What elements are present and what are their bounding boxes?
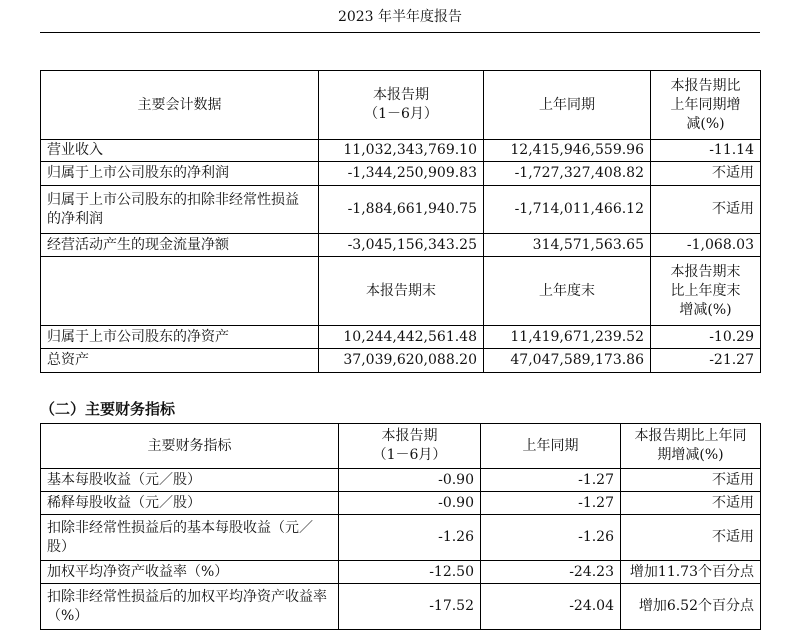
row-label: 归属于上市公司股东的净资产: [41, 326, 319, 349]
column-header-period-end: 本报告期末: [319, 257, 484, 326]
prior-value: -1.26: [481, 515, 621, 561]
row-label: 归属于上市公司股东的净利润: [41, 162, 319, 186]
column-header-current-period: [319, 71, 484, 140]
table-row: [41, 492, 761, 515]
table-row: [41, 561, 761, 584]
change-value: 增加11.73个百分点: [621, 561, 761, 584]
current-value: -12.50: [339, 561, 481, 584]
table-row: [41, 162, 761, 186]
prior-value: 11,419,671,239.52: [484, 326, 651, 349]
current-value: 11,032,343,769.10: [319, 140, 484, 162]
table-header-row: [41, 424, 761, 469]
current-value: -1.26: [339, 515, 481, 561]
column-header-indicator: 主要财务指标: [41, 424, 339, 469]
row-label: 总资产: [41, 349, 319, 373]
current-value: -17.52: [339, 584, 481, 630]
table-row: [41, 515, 761, 561]
header-line: 比上年度末: [670, 282, 741, 299]
table-row: [41, 234, 761, 257]
column-header-prior-year-end: 上年度末: [484, 257, 651, 326]
change-value: 不适用: [621, 515, 761, 561]
prior-value: 314,571,563.65: [484, 234, 651, 257]
financial-indicators-table: [40, 423, 761, 630]
current-value: -1,884,661,940.75: [319, 186, 484, 234]
table-header-row: [41, 71, 761, 140]
table-row: [41, 186, 761, 234]
table-subheader-row: [41, 257, 761, 326]
prior-value: -24.23: [481, 561, 621, 584]
prior-value: 47,047,589,173.86: [484, 349, 651, 373]
header-line: 上年同期增: [670, 96, 741, 113]
change-value: 不适用: [651, 162, 761, 186]
header-line: （1－6月）: [372, 447, 447, 463]
section-title: （二）主要财务指标: [40, 400, 176, 418]
change-value: -1,068.03: [651, 234, 761, 257]
current-value: -0.90: [339, 492, 481, 515]
change-value: 增加6.52个百分点: [621, 584, 761, 630]
current-value: -1,344,250,909.83: [319, 162, 484, 186]
table-row: [41, 326, 761, 349]
column-header-change: [621, 424, 761, 469]
current-value: -3,045,156,343.25: [319, 234, 484, 257]
header-line: 期增减(%): [657, 447, 724, 463]
current-value: -0.90: [339, 469, 481, 492]
accounting-data-table: [40, 70, 761, 373]
current-value: 37,039,620,088.20: [319, 349, 484, 373]
row-label: 经营活动产生的现金流量净额: [41, 234, 319, 257]
row-label: 稀释每股收益（元／股）: [41, 492, 339, 515]
column-header-current-period: [339, 424, 481, 469]
column-header-indicator: 主要会计数据: [41, 71, 319, 140]
row-label: 营业收入: [41, 140, 319, 162]
header-line: 本报告期: [373, 87, 429, 103]
column-header-change-vs-year-end: [651, 257, 761, 326]
row-label: 基本每股收益（元／股）: [41, 469, 339, 492]
column-header-change: [651, 71, 761, 140]
prior-value: -24.04: [481, 584, 621, 630]
header-line: （1－6月）: [364, 106, 438, 122]
prior-value: -1,727,327,408.82: [484, 162, 651, 186]
header-line: 本报告期比: [670, 77, 741, 94]
prior-value: -1.27: [481, 469, 621, 492]
column-header-prior-period: 上年同期: [484, 71, 651, 140]
row-label: 扣除非经常性损益后的加权平均净资产收益率（%）: [41, 584, 339, 630]
change-value: 不适用: [621, 492, 761, 515]
column-header-prior-period: 上年同期: [481, 424, 621, 469]
empty-cell: [41, 257, 319, 326]
change-value: -21.27: [651, 349, 761, 373]
header-line: 本报告期末: [670, 263, 741, 280]
header-line: 增减(%): [679, 301, 732, 318]
table-row: [41, 349, 761, 373]
change-value: -11.14: [651, 140, 761, 162]
prior-value: -1.27: [481, 492, 621, 515]
change-value: 不适用: [651, 186, 761, 234]
row-label: 加权平均净资产收益率（%）: [41, 561, 339, 584]
change-value: -10.29: [651, 326, 761, 349]
table-row: [41, 584, 761, 630]
table-row: [41, 469, 761, 492]
prior-value: 12,415,946,559.96: [484, 140, 651, 162]
change-value: 不适用: [621, 469, 761, 492]
row-label: 扣除非经常性损益后的基本每股收益（元／股）: [41, 515, 339, 561]
table-row: [41, 140, 761, 162]
prior-value: -1,714,011,466.12: [484, 186, 651, 234]
page-header: 2023 年半年度报告: [40, 0, 760, 33]
header-line: 本报告期: [381, 428, 438, 444]
row-label: 归属于上市公司股东的扣除非经常性损益的净利润: [41, 186, 319, 234]
header-line: 减(%): [686, 115, 725, 132]
header-line: 本报告期比上年同: [634, 428, 747, 444]
current-value: 10,244,442,561.48: [319, 326, 484, 349]
